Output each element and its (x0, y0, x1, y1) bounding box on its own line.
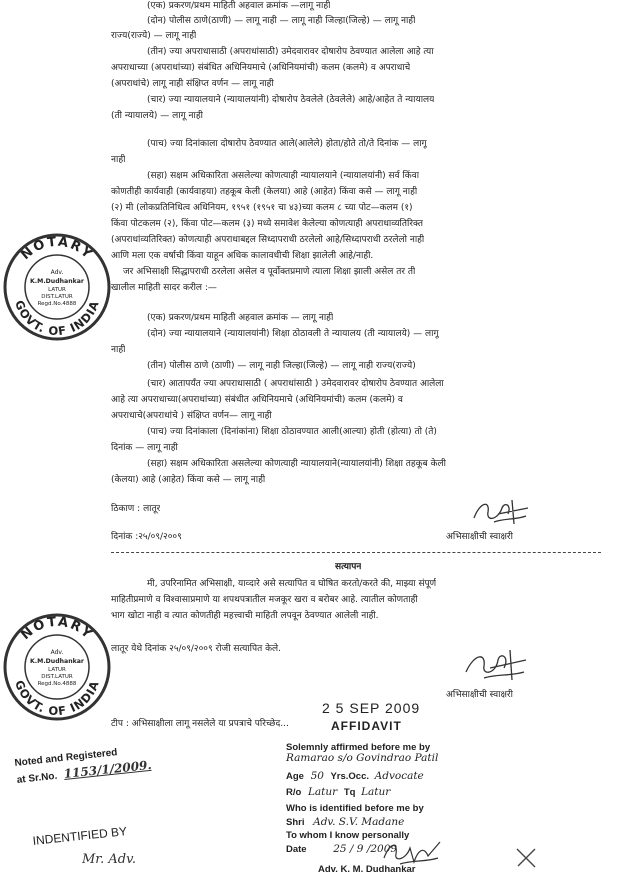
notary-2-name: Adv. (50, 649, 64, 656)
date-line: दिनांक :२५/०९/२००९ (111, 532, 182, 542)
age-row (286, 770, 424, 783)
offence-line-1: (तीन) ज्या अपराधासाठी (अपराधांसाठी) उमेदवारावर दोषारोप ठेवण्यात आलेला आहे त्या (147, 47, 434, 57)
deponent-signature-1 (468, 494, 534, 528)
notary-seal-1-icon (2, 232, 112, 342)
affidavit-date-label: Date (286, 844, 307, 855)
offence-2-line-3: अपराधाचे(अपराधांचे ) संक्षिप्त वर्णन— लागू नाही (111, 411, 272, 421)
identifier-value: Adv. S.V. Madane (313, 816, 405, 828)
svg-text:NOTARY (18, 235, 95, 263)
notary-signatory: Adv. K. M. Dudhankar (318, 864, 416, 875)
knows-line: To whom I know personally (286, 830, 410, 841)
serial-value: 1153/1/2009. (63, 757, 153, 781)
taluka-value: Latur (361, 786, 391, 798)
notary-seal-2-icon (2, 612, 112, 722)
notary-1-top-text: NOTARY (18, 234, 96, 264)
notary-2-name-2: K.M.Dudhankar (30, 658, 84, 665)
noted-registered-line-1: Noted and Registered (14, 747, 118, 769)
identifier-row (286, 816, 404, 829)
verification-line-2: माहितीप्रमाणे व विश्वासाप्रमाणे या शपथपत्रातील मजकूर खरा व बरोबर आहे. त्यातील कोणताही (111, 595, 418, 605)
state-line: राज्य(राज्ये) — लागू नाही (111, 31, 197, 41)
sentence-stay-line-2: (केलया) आहे (आहेत) किंवा कसे — लागू नाही (111, 475, 266, 485)
declaration-line-1: (२) मी (लोकप्रतिनिधित्व अधिनियम, १९५१ (१९५१ चा ४३)च्या कलम ८ च्या पोट—कलम (१) (111, 203, 413, 213)
notary-1-regd: Regd.No.4888 (37, 301, 77, 307)
deponent-name-value: Ramarao s/o Govindrao Patil (286, 752, 439, 764)
notary-2-bottom-text: GOVT. OF INDIA (12, 678, 102, 719)
offence-line-3: (अपराधांचे) लागू नाही संक्षिप्त वर्णन — लागू नाही (111, 79, 274, 89)
verification-line-1: मी, उपरिनामित अभिसाक्षी, याव्दारे असे सत्यापित व घोषित करतो/करते की, माझ्या संपूर्ण (147, 579, 437, 589)
court-line-1: (चार) ज्या न्यायालयाने (न्यायालयांनी) दोषारोप ठेवलेले (ठेवलेले) आहे/आहेत ते न्यायालय (147, 95, 435, 105)
notary-1-name: Adv. (50, 269, 64, 276)
sentencing-court-line-2: नाही (111, 345, 126, 355)
note-line: टीप : अभिसाक्षीला लागू नसलेले या प्रपत्राचे परिच्छेद... (111, 719, 289, 729)
divider (111, 552, 601, 553)
verified-on-line: लातूर येथे दिनांक २५/०९/२००९ रोजी सत्यापित केले. (111, 644, 281, 654)
identifier-signature: Mr. Adv. (82, 852, 137, 867)
cross-mark-icon (514, 846, 538, 870)
age-label: Age (286, 771, 304, 782)
convicted-line-1: जर अभिसाक्षी सिद्धापराधी ठरलेला असेल व पूर्वोक्तप्रमाणे त्याला शिक्षा झाली असेल तर ती (123, 267, 416, 277)
verification-signature-label: अभिसाक्षीची स्वाक्षरी (446, 690, 513, 700)
serial-label: at Sr.No. (16, 770, 58, 786)
date-stamp: 2 5 SEP 2009 (322, 700, 421, 716)
notary-1-bottom-text: GOVT. OF INDIA (12, 298, 102, 339)
notary-2-top-text: NOTARY (18, 614, 96, 644)
sentence-stay-line-1: (सहा) सक्षम अधिकारिता असलेल्या कोणत्याही न्यायालयाने(न्यायालयांनी) शिक्षा तहकूब केली (147, 459, 446, 469)
age-value: 50 (310, 770, 324, 782)
sentence-date-line-2: दिनांक — लागू नाही (111, 443, 178, 453)
fir-number-line-2: (एक) प्रकरण/प्रथम माहिती अहवाल क्रमांक — लागू नाही (147, 313, 334, 323)
convicted-line-2: खालील माहिती सादर करील :— (111, 283, 217, 293)
notary-1-name-2: K.M.Dudhankar (30, 278, 84, 285)
residence-value: Latur (307, 786, 338, 798)
residence-row (286, 786, 390, 799)
sentence-date-line-1: (पाच) ज्या दिनांकाला (दिनांकांना) शिक्षा ठोठावण्यात आली(आल्या) होती (होत्या) तो (ते) (147, 427, 437, 437)
declaration-line-2: किंवा पोटकलम (२), किंवा पोट—कलम (३) मध्ये समावेश केलेल्या कोणत्याही अपराधाव्यतिरिक्त (111, 219, 423, 229)
notary-signature (380, 832, 444, 868)
notary-2-regd: Regd.No.4888 (37, 681, 77, 687)
stay-line-1: (सहा) सक्षम अधिकारिता असलेल्या कोणत्याही न्यायालयाने (न्यायालयांनी) सर्व किंवा (147, 171, 420, 181)
affidavit-date-value: 25 / 9 /2009 (333, 843, 398, 855)
police-station-line-2: (तीन) पोलीस ठाणे (ठाणी) — लागू नाही जिल्हा(जिल्हे) — लागू नाही राज्य(राज्ये) (147, 361, 416, 371)
deponent-signature-2 (462, 644, 532, 684)
deponent-signature-label: अभिसाक्षीची स्वाक्षरी (446, 532, 513, 542)
police-station-line: (दोन) पोलीस ठाणे(ठाणी) — लागू नाही — लागू नाही जिल्हा(जिल्हे) — लागू नाही (147, 16, 416, 26)
occupation-label: Yrs.Occ. (330, 771, 369, 782)
identified-by-label: INDENTIFIED BY (32, 824, 128, 848)
notary-1-dist: DIST.LATUR (41, 294, 73, 300)
offence-2-line-2: आहे त्या अपराधाच्या(अपराधांच्या) संबंधीत अधिनियमाचे (अधिनियमांची) कलम (कलमे) व (111, 395, 403, 405)
occupation-value: Advocate (374, 770, 424, 782)
notary-2-city: LATUR (48, 667, 66, 673)
verification-line-3: भाग खोटा नाही व त्यात कोणतीही महत्त्वाची माहिती लपवून ठेवण्यात आलेली नाही. (111, 611, 379, 621)
offence-line-2: अपराधाच्या (अपराधांच्या) संबंधित अधिनियमाचे (अधिनियमांची) कलम (कलमे) व अपराधाचे (111, 63, 411, 73)
svg-text:NOTARY (18, 615, 95, 643)
residence-label: R/o (286, 787, 302, 798)
fir-number-line: (एक) प्रकरण/प्रथम माहिती अहवाल क्रमांक —लागू नाही (147, 1, 331, 11)
declaration-line-4: आणि मला एक वर्षाची किंवा याहून अधिक कालावधीची शिक्षा झालेली आहे/नाही. (111, 251, 374, 261)
notary-stamp-2 (2, 612, 112, 722)
charge-date-line-2: नाही (111, 155, 126, 165)
place-line: ठिकाण : लातूर (111, 504, 161, 514)
notary-1-city: LATUR (48, 287, 66, 293)
sentencing-court-line-1: (दोन) ज्या न्यायालयाने (न्यायालयांनी) शिक्षा ठोठावली ते न्यायालय (ती न्यायालये) — लागू (147, 329, 439, 339)
notary-stamp-1 (2, 232, 112, 342)
charge-date-line-1: (पाच) ज्या दिनांकाला दोषारोप ठेवण्यात आले(आलेले) होता/होते तो/ते दिनांक — लागू (147, 139, 427, 149)
notary-2-dist: DIST.LATUR (41, 674, 73, 680)
taluka-label: Tq (343, 787, 356, 798)
affidavit-title: AFFIDAVIT (331, 719, 402, 733)
identified-line: Who is identified before me by (286, 803, 424, 814)
identifier-label: Shri (286, 817, 305, 828)
offence-2-line-1: (चार) आतापर्यंत ज्या अपराधासाठी ( अपराधांसाठी ) उमेदवारावर दोषारोप ठेवण्यात आलेला (147, 379, 444, 389)
court-line-2: (ती न्यायालये) — लागू नाही (111, 111, 203, 121)
affirmed-line: Solemnly affirmed before me by (286, 742, 431, 753)
stay-line-2: कोणतीही कार्यवाही (कार्यवाहया) तहकूब केली (केलया) आहे (आहेत) किंवा कसे — लागू नाही (111, 187, 418, 197)
declaration-line-3: (अपराधांव्यतिरिक्त) कोणत्याही अपराधाबद्दल सिध्दापराधी ठरलेलो आहे/सिध्दापराधी ठरलेलो नाही (111, 235, 425, 245)
verification-title: सत्यापन (335, 562, 362, 572)
deponent-name-row (286, 752, 438, 765)
